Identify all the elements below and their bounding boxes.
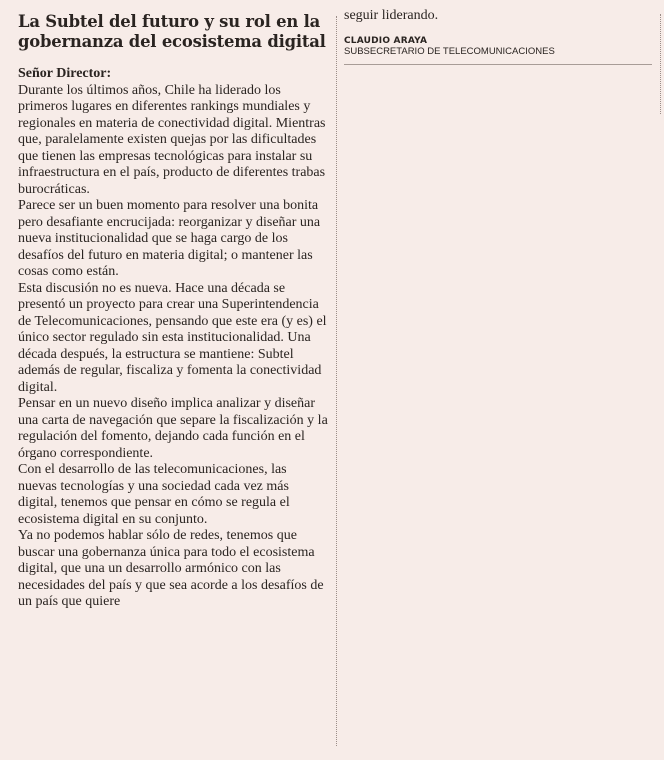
continuation-text: seguir liderando. (344, 8, 439, 23)
letter-main-column (18, 12, 328, 747)
signature-rule (344, 64, 652, 65)
paragraph: Parece ser un buen momento para resolver una bonita pero desafiante encrucijada: reorganizar y diseñar una nueva institucionalidad que se haga cargo de los desafíos del futuro en materia digital; o mantener las cosas como están. (18, 198, 321, 279)
letter-body (18, 83, 328, 611)
paragraph: Con el desarrollo de las telecomunicaciones, las nuevas tecnologías y una sociedad cada vez más digital, tenemos que pensar en cómo se regula el ecosistema digital en su conjunto. (18, 462, 290, 527)
letter-headline: La Subtel del futuro y su rol en la gobernanza del ecosistema digital (18, 12, 326, 51)
paragraph: Pensar en un nuevo diseño implica analizar y diseñar una carta de navegación que separe la fiscalización y la regulación del fomento, dejando cada función en el órgano correspondiente. (18, 396, 328, 461)
paragraph: Ya no podemos hablar sólo de redes, tenemos que buscar una gobernanza única para todo el ecosistema digital, que una un desarrollo armónico con las necesidades del país y que sea acorde a los desafíos de un país que quiere (18, 528, 324, 609)
author-title: SUBSECRETARIO DE TELECOMUNICACIONES (344, 45, 555, 57)
edge-divider (660, 14, 661, 114)
letter-salutation: Señor Director: (18, 66, 112, 81)
author-name: CLAUDIO ARAYA (344, 35, 428, 46)
letter-continuation-column (344, 8, 652, 65)
paragraph: Durante los últimos años, Chile ha liderado los primeros lugares en diferentes rankings mundiales y regionales en materia de conectividad digital. Mientras que, paralelamente existen quejas por las dificultades que tienen las empresas tecnológicas para instalar su infraestructura en el país, producto de diferentes trabas burocráticas. (18, 82, 326, 197)
paragraph: Esta discusión no es nueva. Hace una década se presentó un proyecto para crear una Superintendencia de Telecomunicaciones, pensando que este era (y es) el único sector regulado sin esta institucionalidad. Una década después, la estructura se mantiene: Subtel además de regular, fiscaliza y fomenta la conectividad digital. (18, 280, 327, 395)
column-divider (336, 16, 337, 746)
